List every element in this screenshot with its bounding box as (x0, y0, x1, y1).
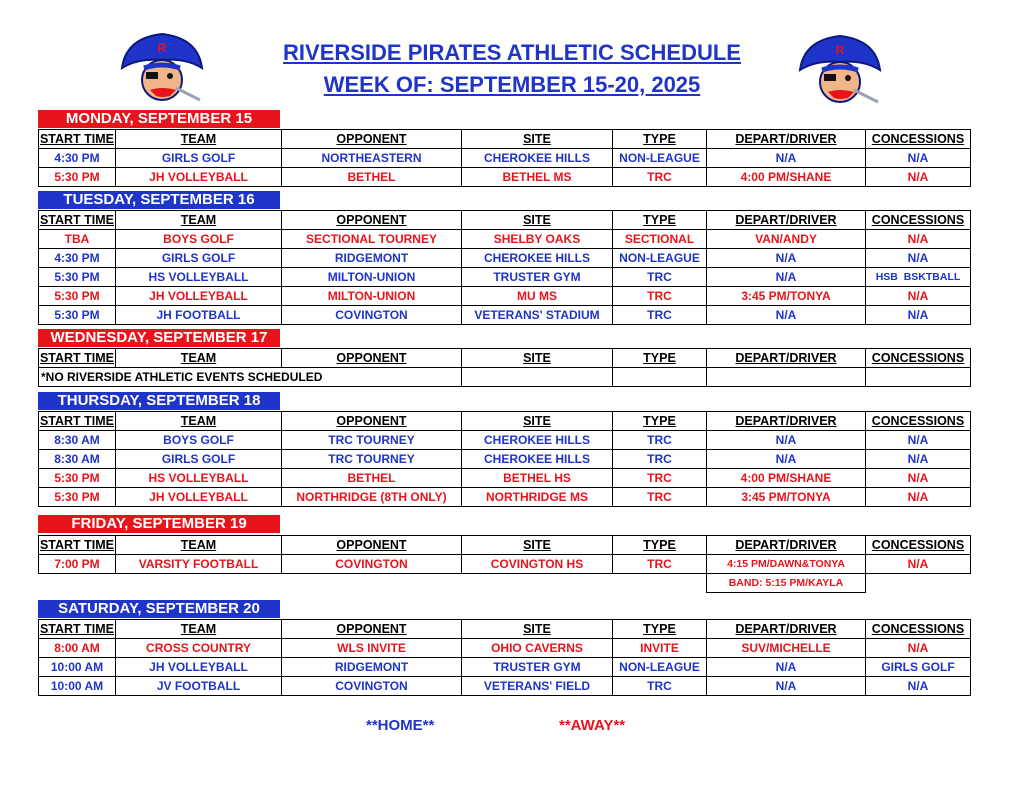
cell-team: JH VOLLEYBALL (116, 287, 282, 306)
cell-opponent: COVINGTON (282, 306, 462, 325)
cell-site: CHEROKEE HILLS (462, 149, 613, 168)
cell-concessions: GIRLS GOLF (866, 658, 971, 677)
table-row (39, 658, 971, 677)
col-opponent: OPPONENT (282, 130, 462, 149)
col-type: TYPE (613, 620, 707, 639)
col-type: TYPE (613, 211, 707, 230)
cell-depart-driver: 4:15 PM/DAWN&TONYA (707, 555, 866, 574)
col-depart-driver: DEPART/DRIVER (707, 620, 866, 639)
cell-type: TRC (613, 168, 707, 187)
cell-start-time: 5:30 PM (39, 306, 116, 325)
col-team: TEAM (116, 536, 282, 555)
schedule-table-thursday (38, 411, 971, 507)
cell-concessions: N/A (866, 306, 971, 325)
cell-site: VETERANS' FIELD (462, 677, 613, 696)
col-concessions: CONCESSIONS (866, 412, 971, 431)
cell-opponent: BETHEL (282, 469, 462, 488)
cell-concessions: N/A (866, 639, 971, 658)
table-header-row (39, 130, 971, 149)
cell-depart-driver: 4:00 PM/SHANE (707, 168, 866, 187)
table-row (39, 555, 971, 574)
cell-depart-driver: N/A (707, 249, 866, 268)
col-site: SITE (462, 130, 613, 149)
table-header-row (39, 536, 971, 555)
cell-concessions: N/A (866, 677, 971, 696)
cell-team: GIRLS GOLF (116, 149, 282, 168)
col-site: SITE (462, 620, 613, 639)
cell-site: CHEROKEE HILLS (462, 249, 613, 268)
cell-site: COVINGTON HS (462, 555, 613, 574)
cell-depart-driver: N/A (707, 268, 866, 287)
cell-type: INVITE (613, 639, 707, 658)
cell-depart-driver: 3:45 PM/TONYA (707, 287, 866, 306)
svg-text:R: R (157, 41, 167, 55)
cell-team: JH FOOTBALL (116, 306, 282, 325)
cell-team: BOYS GOLF (116, 230, 282, 249)
table-row (39, 287, 971, 306)
cell-concessions: N/A (866, 450, 971, 469)
col-depart-driver: DEPART/DRIVER (707, 412, 866, 431)
table-header-row (39, 620, 971, 639)
cell-team: GIRLS GOLF (116, 249, 282, 268)
cell-concessions: N/A (866, 555, 971, 574)
cell-start-time: 5:30 PM (39, 268, 116, 287)
cell-site: BETHEL MS (462, 168, 613, 187)
cell-site: CHEROKEE HILLS (462, 431, 613, 450)
table-row (39, 249, 971, 268)
cell-concessions: N/A (866, 168, 971, 187)
cell-start-time: 5:30 PM (39, 168, 116, 187)
col-depart-driver: DEPART/DRIVER (707, 349, 866, 368)
col-type: TYPE (613, 130, 707, 149)
table-header-row (39, 349, 971, 368)
cell-depart-driver: N/A (707, 658, 866, 677)
table-row (39, 168, 971, 187)
cell-type: NON-LEAGUE (613, 249, 707, 268)
table-row (39, 639, 971, 658)
cell-opponent: RIDGEMONT (282, 658, 462, 677)
cell-opponent: MILTON-UNION (282, 268, 462, 287)
col-concessions: CONCESSIONS (866, 211, 971, 230)
cell-type: NON-LEAGUE (613, 149, 707, 168)
cell-concessions: N/A (866, 488, 971, 507)
cell-depart-driver: N/A (707, 677, 866, 696)
col-site: SITE (462, 536, 613, 555)
col-type: TYPE (613, 412, 707, 431)
cell-depart-driver: 4:00 PM/SHANE (707, 469, 866, 488)
table-row (39, 469, 971, 488)
cell-opponent: TRC TOURNEY (282, 431, 462, 450)
schedule-table-tuesday (38, 210, 971, 325)
cell-site: NORTHRIDGE MS (462, 488, 613, 507)
cell-opponent: TRC TOURNEY (282, 450, 462, 469)
cell-start-time: 10:00 AM (39, 658, 116, 677)
cell-opponent: NORTHRIDGE (8TH ONLY) (282, 488, 462, 507)
col-depart-driver: DEPART/DRIVER (707, 211, 866, 230)
col-opponent: OPPONENT (282, 412, 462, 431)
col-team: TEAM (116, 349, 282, 368)
col-depart-driver: DEPART/DRIVER (707, 130, 866, 149)
col-type: TYPE (613, 536, 707, 555)
schedule-table-friday (38, 535, 971, 593)
cell-start-time: 7:00 PM (39, 555, 116, 574)
cell-start-time: 8:30 AM (39, 450, 116, 469)
cell-depart-driver: N/A (707, 149, 866, 168)
cell-type: TRC (613, 450, 707, 469)
col-start-time: START TIME (39, 211, 116, 230)
cell-site: CHEROKEE HILLS (462, 450, 613, 469)
table-header-row (39, 211, 971, 230)
col-start-time: START TIME (39, 130, 116, 149)
cell-concessions: N/A (866, 230, 971, 249)
cell-team: BOYS GOLF (116, 431, 282, 450)
col-concessions: CONCESSIONS (866, 130, 971, 149)
cell-site: MU MS (462, 287, 613, 306)
day-banner-saturday: SATURDAY, SEPTEMBER 20 (38, 600, 280, 618)
cell-team: CROSS COUNTRY (116, 639, 282, 658)
cell-start-time: 4:30 PM (39, 149, 116, 168)
table-row (39, 368, 971, 387)
cell-concessions: HSB BSKTBALL (866, 268, 971, 287)
cell-concessions: N/A (866, 249, 971, 268)
cell-opponent: MILTON-UNION (282, 287, 462, 306)
cell-concessions: N/A (866, 287, 971, 306)
day-banner-wednesday: WEDNESDAY, SEPTEMBER 17 (38, 329, 280, 347)
cell-depart-driver: N/A (707, 431, 866, 450)
table-row (39, 488, 971, 507)
cell-type: NON-LEAGUE (613, 658, 707, 677)
cell-site: VETERANS' STADIUM (462, 306, 613, 325)
cell-type: TRC (613, 268, 707, 287)
col-opponent: OPPONENT (282, 536, 462, 555)
cell-depart-driver: 3:45 PM/TONYA (707, 488, 866, 507)
cell-depart-driver: VAN/ANDY (707, 230, 866, 249)
col-site: SITE (462, 211, 613, 230)
cell-team: VARSITY FOOTBALL (116, 555, 282, 574)
cell-start-time: 4:30 PM (39, 249, 116, 268)
cell-opponent: SECTIONAL TOURNEY (282, 230, 462, 249)
cell-opponent: COVINGTON (282, 555, 462, 574)
schedule-table-wednesday (38, 348, 971, 387)
cell-type: TRC (613, 488, 707, 507)
cell-team: JH VOLLEYBALL (116, 168, 282, 187)
table-header-row (39, 412, 971, 431)
table-row (39, 431, 971, 450)
col-start-time: START TIME (39, 412, 116, 431)
cell-opponent: RIDGEMONT (282, 249, 462, 268)
table-row (39, 149, 971, 168)
cell-site: TRUSTER GYM (462, 658, 613, 677)
cell-opponent: COVINGTON (282, 677, 462, 696)
cell-concessions: N/A (866, 149, 971, 168)
page-subtitle: WEEK OF: SEPTEMBER 15-20, 2025 (323, 72, 701, 97)
cell-type: TRC (613, 677, 707, 696)
legend-home: **HOME** (366, 717, 435, 734)
col-site: SITE (462, 412, 613, 431)
cell-opponent: BETHEL (282, 168, 462, 187)
page-title: RIVERSIDE PIRATES ATHLETIC SCHEDULE (283, 40, 741, 65)
legend-away: **AWAY** (559, 717, 626, 734)
cell-start-time: 5:30 PM (39, 287, 116, 306)
col-concessions: CONCESSIONS (866, 536, 971, 555)
day-banner-monday: MONDAY, SEPTEMBER 15 (38, 110, 280, 128)
cell-start-time: 5:30 PM (39, 488, 116, 507)
col-concessions: CONCESSIONS (866, 349, 971, 368)
cell-type: TRC (613, 469, 707, 488)
col-site: SITE (462, 349, 613, 368)
cell-site: BETHEL HS (462, 469, 613, 488)
table-row (39, 268, 971, 287)
cell-start-time: 10:00 AM (39, 677, 116, 696)
col-start-time: START TIME (39, 349, 116, 368)
col-opponent: OPPONENT (282, 349, 462, 368)
col-concessions: CONCESSIONS (866, 620, 971, 639)
cell-concessions: N/A (866, 431, 971, 450)
col-opponent: OPPONENT (282, 620, 462, 639)
col-team: TEAM (116, 130, 282, 149)
cell-depart-driver: SUV/MICHELLE (707, 639, 866, 658)
day-banner-tuesday: TUESDAY, SEPTEMBER 16 (38, 191, 280, 209)
day-banner-thursday: THURSDAY, SEPTEMBER 18 (38, 392, 280, 410)
cell-type: TRC (613, 287, 707, 306)
no-events-note: *NO RIVERSIDE ATHLETIC EVENTS SCHEDULED (39, 368, 462, 387)
col-type: TYPE (613, 349, 707, 368)
day-banner-friday: FRIDAY, SEPTEMBER 19 (38, 515, 280, 533)
cell-team: HS VOLLEYBALL (116, 268, 282, 287)
cell-site: OHIO CAVERNS (462, 639, 613, 658)
band-note: BAND: 5:15 PM/KAYLA (707, 574, 866, 593)
cell-start-time: TBA (39, 230, 116, 249)
table-row (39, 230, 971, 249)
svg-text:R: R (835, 43, 845, 57)
cell-start-time: 8:30 AM (39, 431, 116, 450)
cell-site: SHELBY OAKS (462, 230, 613, 249)
cell-depart-driver: N/A (707, 306, 866, 325)
cell-type: TRC (613, 306, 707, 325)
col-start-time: START TIME (39, 620, 116, 639)
cell-team: HS VOLLEYBALL (116, 469, 282, 488)
cell-team: JV FOOTBALL (116, 677, 282, 696)
col-team: TEAM (116, 620, 282, 639)
cell-depart-driver: N/A (707, 450, 866, 469)
col-team: TEAM (116, 211, 282, 230)
cell-team: JH VOLLEYBALL (116, 488, 282, 507)
col-opponent: OPPONENT (282, 211, 462, 230)
cell-team: JH VOLLEYBALL (116, 658, 282, 677)
table-row-band-note (39, 574, 971, 593)
schedule-table-saturday (38, 619, 971, 696)
col-team: TEAM (116, 412, 282, 431)
cell-team: GIRLS GOLF (116, 450, 282, 469)
cell-site: TRUSTER GYM (462, 268, 613, 287)
col-start-time: START TIME (39, 536, 116, 555)
schedule-table-monday (38, 129, 971, 187)
cell-type: SECTIONAL (613, 230, 707, 249)
cell-start-time: 5:30 PM (39, 469, 116, 488)
cell-opponent: WLS INVITE (282, 639, 462, 658)
cell-start-time: 8:00 AM (39, 639, 116, 658)
cell-type: TRC (613, 555, 707, 574)
table-row (39, 677, 971, 696)
table-row (39, 450, 971, 469)
cell-type: TRC (613, 431, 707, 450)
cell-opponent: NORTHEASTERN (282, 149, 462, 168)
cell-concessions: N/A (866, 469, 971, 488)
col-depart-driver: DEPART/DRIVER (707, 536, 866, 555)
table-row (39, 306, 971, 325)
